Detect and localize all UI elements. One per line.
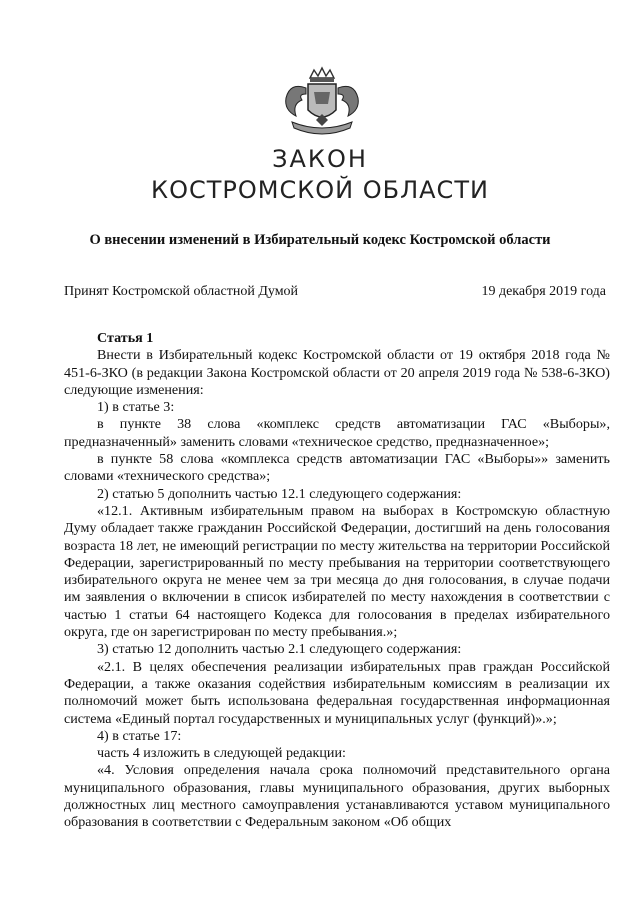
- adopted-by: Принят Костромской областной Думой: [64, 284, 299, 299]
- paragraph: 4) в статье 17:: [97, 727, 182, 744]
- paragraph: «12.1. Активным избирательным правом на выборах в Костромскую областную Думу обладает также гражданин Российской Федерации, достигший на день голосования возраста 18 лет, не имеющий регистрации по месту жительства на территории Российской Федерации, зарегистрированный по месту пребывания на территории соответствующего избирательного округа не менее чем за три месяца до дня голосования, в случае подачи им заявления о включении в список избирателей по месту нахождения в соответствии с частью 1 статьи 64 настоящего Кодекса для голосования в пределах избирательного округа, где он зарегистрирован по месту пребывания.»;: [64, 502, 610, 641]
- law-subject: О внесении изменений в Избирательный кодекс Костромской области: [89, 232, 551, 248]
- paragraph: в пункте 58 слова «комплекса средств автоматизации ГАС «Выборы»» заменить словами «технического средства»;: [64, 451, 610, 485]
- law-title: ЗАКОН: [272, 145, 368, 173]
- paragraph: Внести в Избирательный кодекс Костромской области от 19 октября 2018 года № 451-6-ЗКО (в редакции Закона Костромской области от 20 апреля 2019 года № 538-6-ЗКО) следующие изменения:: [64, 347, 610, 398]
- kostroma-coat-of-arms-icon: [262, 64, 382, 144]
- paragraph: в пункте 38 слова «комплекс средств автоматизации ГАС «Выборы», предназначенный» заменить словами «техническое средство, предназначенное»;: [64, 416, 610, 450]
- law-region: КОСТРОМСКОЙ ОБЛАСТИ: [151, 176, 489, 204]
- paragraph: 3) статью 12 дополнить частью 2.1 следующего содержания:: [97, 641, 462, 658]
- paragraph: 1) в статье 3:: [97, 399, 175, 416]
- adopted-date: 19 декабря 2019 года: [481, 284, 606, 299]
- article-heading: Статья 1: [97, 330, 154, 346]
- paragraph: 2) статью 5 дополнить частью 12.1 следующего содержания:: [97, 485, 462, 502]
- law-body: [64, 330, 610, 832]
- paragraph: часть 4 изложить в следующей редакции:: [97, 745, 346, 762]
- paragraph: «2.1. В целях обеспечения реализации избирательных прав граждан Российской Федерации, а также оказания содействия избирательным комиссиям в реализации их полномочий может быть использована федеральная государственная информационная система «Единый портал государственных и муниципальных услуг (функций)».»;: [64, 658, 610, 727]
- paragraph: «4. Условия определения начала срока полномочий представительного органа муниципального образования, главы муниципального образования, других выборных должностных лиц местного самоуправления устанавливаются уставом муниципального образования в соответствии с Федеральным законом «Об общих: [64, 762, 610, 831]
